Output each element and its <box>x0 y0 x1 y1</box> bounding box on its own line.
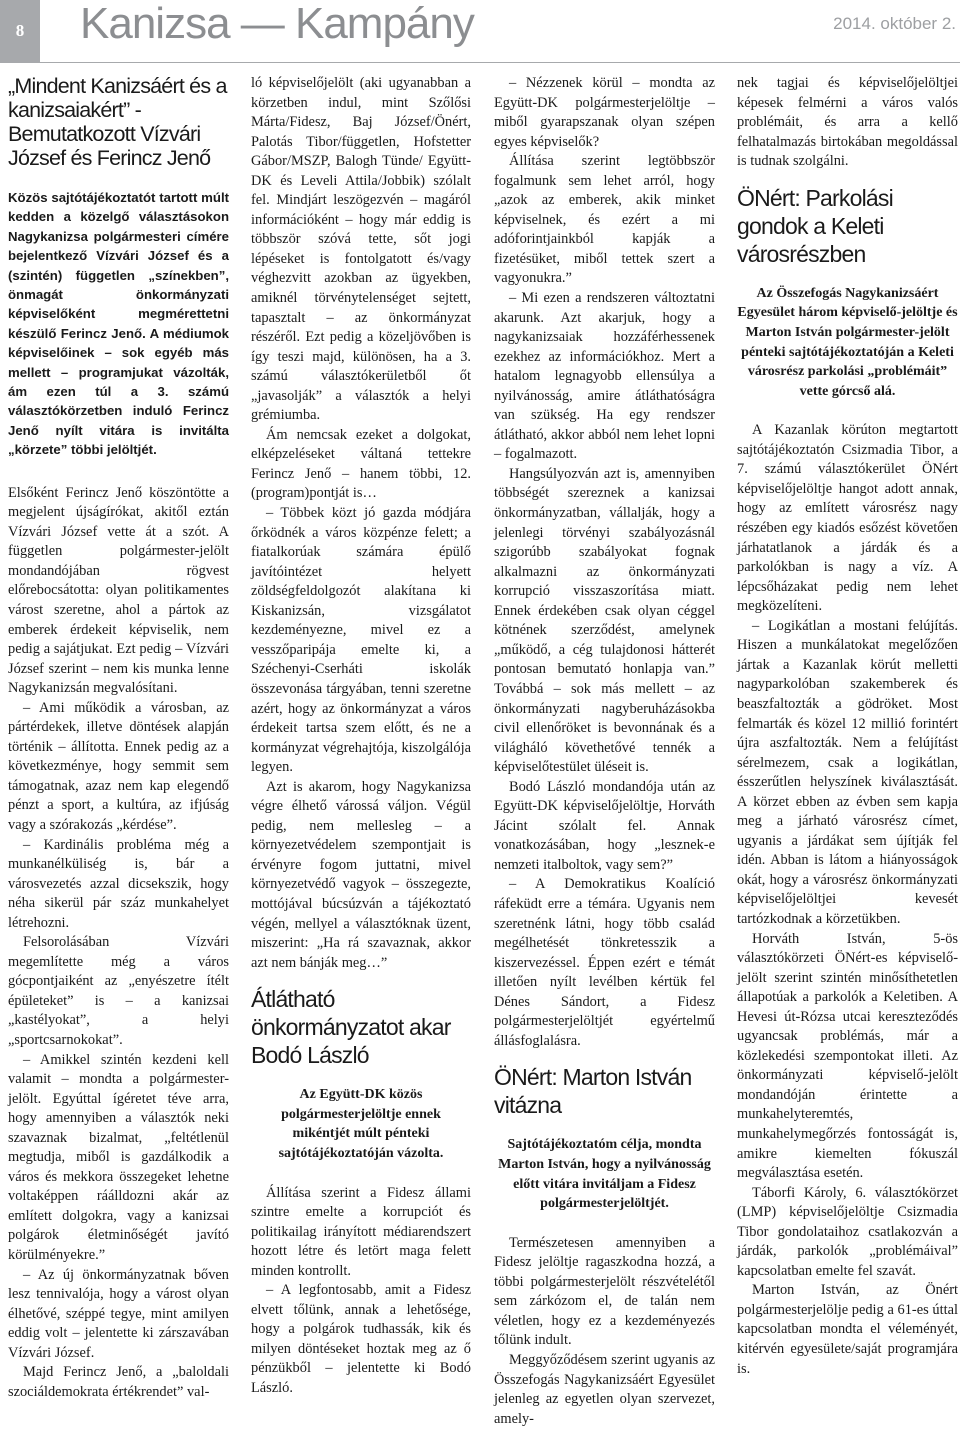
article-headline-bodo: Átlátható önkormányzatot akar Bodó László <box>251 986 451 1069</box>
paragraph: – A Demokratikus Koalíció ráfeküdt erre a témára. Ugyanis nem szeretnénk látni, hogy több család megélhetését tönkretesszik a kiszervezéssel. Éppen ezért e témát illetően nyílt levélben kértük fel Dénes Sándort, a Fidesz polgármesterjelöltjét egyértelmű állásfoglalásra. <box>494 876 715 1049</box>
paragraph: Azt is akarom, hogy Nagykanizsa végre élhető várossá váljon. Végül pedig, nem mellesleg – a környezetvédelem szempontjait is érvényre fogom juttatni, mivel környezetvédő vagyok – összegezte, mottójával búcsúzván a tájékoztató végén, mellyel a választóknak üzent, miszerint: „Ha rá szavaznak, akkor azt nem bánják meg…” <box>251 778 471 971</box>
article-lead: Sajtótájékoztatóm célja, mondta Marton István, hogy a nyilvánosság előtt vitára invitáljam a Fidesz polgármesterjelöltjét. <box>498 1137 711 1212</box>
paragraph: ló képviselőjelölt (aki ugyanabban a körzetben indul, mint Szőlősi Márta/Fidesz, Baj József/Önért, Palotás Tibor/független, Hofstetter Gábor/MSZP, Balogh Tünde/ Együtt-DK és Leveli Attila/Jobbik) szólalt fel. Mindjárt leszögezvén – magáról információként – hogy már eddig is többször szóvá tette, sőt jogi lépéseket is fontolgatott és/vagy véghezvitt azokban az ügyekben, amiknél törvénytelenséget sejtett, tapasztalt – az önkormányzat részéről. Ezt pedig a közeljövőben is így teszi majd, különösen, ha a 3. számú választókerületből őt „javasolják” a választók a helyi grémiumba. <box>251 75 471 424</box>
paragraph: Táborfi Károly, 6. választókörzet (LMP) képviselőjelöltje Csizmadia Tibor gondolataihoz csatlakozván a járdák, parkolók „problémáival” kapcsolatban emelte fel szavát. <box>737 1184 958 1279</box>
paragraph: Természetesen amennyiben a Fidesz jelöltje ragaszkodna hozzá, a többi polgármesterjelölt részvételétől sem zárkózom el, de talán nem véletlen, hogy ez a kezdeményezés tőlünk indult. <box>494 1234 715 1349</box>
paragraph: – A legfontosabb, amit a Fidesz elvett tőlünk, annak a lehetősége, hogy a polgárok tudhassák, kik és milyen döntéseket hoztak meg az ő pénzükből – jelentette ki Bodó László. <box>251 1282 471 1396</box>
paragraph: – Ami működik a városban, az pártérdekek, illetve döntések alapján történik – állította. Ennek pedig az a következménye, hogy semmit sem támogatnak, azaz nem kap elegendő pénzt a sport, a kultúra, az ifjúság vagy a szórakozás „kérdése”. <box>8 699 229 833</box>
paragraph: Felsorolásában Vízvári megemlítette még a város gócpontjaiként az „enyészetre ítélt épületeket” is – a kanizsai „kastélyokat”, a helyi „sportcsarnokokat”. <box>8 934 229 1048</box>
article-headline-parking: ÖNért: Parkolási gondok a Keleti városrészben <box>737 184 893 267</box>
paragraph: – Mi ezen a rendszeren változtatni akarunk. Azt akarjuk, hogy a nagykanizsaiak hozzáférhessenek ezekhez az információkhoz. Mert a hatalom legnagyobb ellensúlya a nyilvánosság, amire átláthatóságra van szükség. Ha egy rendszer átlátható, akkor abból nem lehet lopni – fogalmazott. <box>494 290 715 463</box>
paragraph: Hangsúlyozván azt is, amennyiben többségét szereznek a kanizsai önkormányzatban, vállalják, hogy a jelenlegi törvényi szabályozásnál szigorúbb szabályokat fognak alkalmazni az önkormányzati korrupció visszaszorítása miatt. Ennek érdekében csak olyan céggel kötnének szerződést, amelynek „működő, a cég tulajdonosi hátterét pontosan bemutató honlapja van.” Továbbá – sok más mellett – az önkormányzati nagyberuházásokba civil ellenőröket is bevonnának és a világháló követhetővé tennék a képviselőtestület üléseit is. <box>494 465 715 776</box>
article-headline-vizvari-ferincz: „Mindent Kanizsáért és a kanizsaiakért” - Bemutatkozott Vízvári József és Ferincz Jenő <box>8 74 227 170</box>
paragraph: nek tagjai és képviselőjelöltjei képesek felmérni a város valós problémáit, és arra a kellő felhatalmazás birtokában megoldással is tudnak szolgálni. <box>737 75 958 170</box>
article-headline-marton: ÖNért: Marton István vitázna <box>494 1064 692 1119</box>
paragraph: – Kardinális probléma még a munkanélküliség is, bár a városvezetés azzal dicsekszik, hogy néha sikerül pár száz munkahelyet létrehozni. <box>8 836 229 931</box>
paragraph: – Az új önkormányzatnak bőven lesz tennivalója, hogy a várost olyan élhetővé, széppé tegye, mint amilyen eddig volt – jelentette ki zárszavában Vízvári József. <box>8 1266 229 1361</box>
paragraph: Bodó László mondandója után az Együtt-DK képviselőjelöltje, Horváth Jácint szólalt fel. Annak vonatkozásában, hogy „lesznek-e nemzeti italboltok, vagy sem?” <box>494 778 715 873</box>
issue-date: 2014. október 2. <box>833 14 956 33</box>
column-2 <box>251 74 471 1398</box>
paragraph: Majd Ferincz Jenő, a „baloldali szociáldemokrata értékrendet” val- <box>8 1364 229 1400</box>
paragraph: Ám nemcsak ezeket a dolgokat, elképzeléseket váltaná tettekre Ferincz Jenő – hanem többi, 12. (program)pontját is… <box>251 426 471 502</box>
page-header <box>0 0 960 64</box>
column-1 <box>8 74 229 1398</box>
paragraph: Állítása szerint a Fidesz állami szintre emelte a korrupciót és politikailag irányított médiarendszert hozott létre és letört maga felett minden kontrollt. <box>251 1184 471 1279</box>
article-lead: Az Együtt-DK közös polgármesterjelöltje ennek mikéntjét múlt pénteki sajtótájékoztatóján vázolta. <box>278 1087 444 1161</box>
paragraph: – Többek közt jó gazda módjára őrködnék a város közpénze felett; a fiatalkorúak számára épülő javítóintézet helyett zöldségfeldolgozót alakítana ki Kiskanizsán, vizsgálatot kezdeményezne, mivel ez a vesszőparipája emelte ki, a Széchenyi-Cserháti iskolák összevonása tárgyában, tenni szeretne azért, hogy az önkormányzat a város érdekeit tartsa szem előtt, és ne a kormányzat végrehajtója, kiszolgálója legyen. <box>251 505 471 776</box>
article-lead: Közös sajtótájékoztatót tartott múlt kedden a közelgő választásokon Nagykanizsa polgármesteri címére bejelentkező Vízvári József és a (szintén) független „színekben”, önmagát önkormányzati képviselőként megmérettetni készülő Ferincz Jenő. A médiumok képviselőinek – sok egyéb más mellett – programjukat vázolták, ám ezen túl a 3. számú választókörzetben induló Ferincz Jenő nyílt vitára is invitálta „körzete” többi jelöltjét. <box>8 190 229 458</box>
column-3 <box>494 74 715 1427</box>
paragraph: – Nézzenek körül – mondta az Együtt-DK polgármesterjelöltje – miből gyarapszanak olyan szépen egyes képviselők? <box>494 75 715 150</box>
paragraph: Állítása szerint legtöbbször fogalmunk sem lehet arról, hogy „azok az emberek, akik minket képviselnek, és ezért a mi adóforintjainkból kapják a fizetésüket, miből tettek szert a vagyonukra.” <box>494 153 715 287</box>
column-4 <box>737 74 958 1398</box>
paragraph: – Amikkel szintén kezdeni kell valamit – mondta a polgármester-jelölt. Egyúttal ígéretet téve arra, hogy amennyiben a választók neki szavaznak bizalmat, „feltétlenül megtudja, miből is gazdálkodik a város és mekkora összegeket lehetne voltaképpen ráálldozni akár az említett dolgokra, vagy a kanizsai polgárok életminőségét javító körülményekre.” <box>8 1051 229 1264</box>
paragraph: Marton István, az Önért polgármesterjelölje pedig a 61-es úttal kapcsolatban mondta el véleményét, kitérvén egyesülete/saját programjára is. <box>737 1282 958 1377</box>
paragraph: Meggyőződésem szerint ugyanis az Összefogás Nagykanizsáért Egyesület jelenleg az egyetlen olyan szervezet, amely- <box>494 1352 715 1427</box>
paragraph: A Kazanlak körúton megtartott sajtótájékoztatón Csizmadia Tibor, a 7. számú választókerület ÖNért képviselőjelöltje hangot adott annak, hogy az említett városrész nagy részében egy kiadós esőzést követően járhatatlanok a járdák és a parkolókban is nagy a víz. A lépcsőházakat pedig nem lehet megközelíteni. <box>737 422 958 615</box>
header-divider <box>0 62 960 63</box>
publication-title: Kanizsa — Kampány <box>80 0 474 48</box>
page-number: 8 <box>0 0 40 62</box>
article-lead: Az Összefogás Nagykanizsáért Egyesület három képviselő-jelöltje és Marton István polgármester-jelölt pénteki sajtótájékoztatóján a Keleti városrész parkolási „problémáit” vette górcső alá. <box>737 285 958 399</box>
paragraph: Horváth István, 5-ös választókörzeti ÖNért-es képviselő-jelölt szerint szintén minősíthetetlen állapotúak a parkolók a Keletiben. A Hevesi út-Rózsa utcai kereszteződés ugyancsak problémás, már a közlekedési szempontokat illeti. Az önkormányzati képviselő-jelölt mondandóján érintette a munkahelyteremtés, munkahelymegőrzés fontosságát is, amikre kiemelten fókuszál megválasztása esetén. <box>737 930 958 1182</box>
paragraph: – Logikátlan a mostani felújítás. Hiszen a munkálatokat megelőzően jártak a Kazanlak körút melletti nagyparkolóban szakemberek és beaszfaltozták a gödröket. Most felmarták és közel 12 millió forintért újra aszfaltozták. Nem a felújítást sérelmezem, csak a logikátlan, ésszerűtlen helyszínek kiválasztását. A körzet ebben az évben sem kapja meg a járható városrész címet, ugyanis a járdákat sem újítják fel idén. Abban is látom a hiányosságok okát, hogy a városrész önkormányzati képviselőjelöltjei kevesét tartózkodnak a körzetükben. <box>737 617 958 927</box>
paragraph: Elsőként Ferincz Jenő köszöntötte a megjelent újságírókat, akitől eztán Vízvári József vette át a szót. A független polgármester-jelölt mondandójában rögvest előrebocsátotta: olyan politikamentes várost szeretne, ahol a pártok az emberek érdekeit képviselik, nem pedig a sajátjukat. Ezt pedig – Vízvári József szerint – nem kis munka lenne Nagykanizsán megvalósítani. <box>8 484 229 697</box>
